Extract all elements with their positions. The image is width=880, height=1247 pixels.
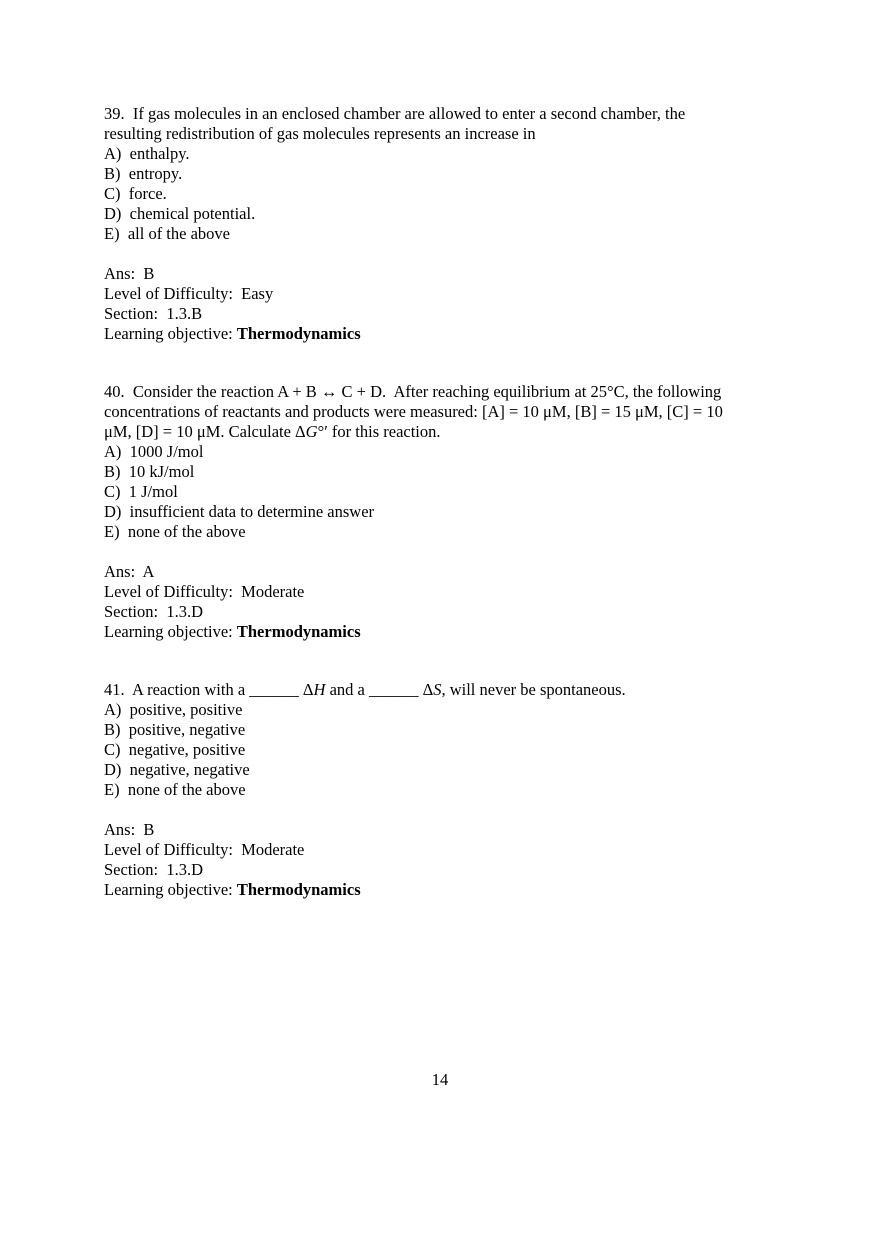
difficulty: Level of Difficulty: Easy	[104, 284, 274, 303]
option-b: B) 10 kJ/mol	[104, 462, 195, 481]
answer: Ans: B	[104, 264, 155, 283]
question-stem-continued: concentrations of reactants and products were measured: [A] = 10 μM, [B] = 15 μM, [C] = 10	[104, 402, 723, 421]
question-stem-continued: resulting redistribution of gas molecules represents an increase in	[104, 124, 536, 143]
difficulty: Level of Difficulty: Moderate	[104, 840, 305, 859]
section: Section: 1.3.B	[104, 304, 203, 323]
option-e: E) all of the above	[104, 224, 230, 243]
question-39	[104, 104, 764, 344]
option-c: C) force.	[104, 184, 167, 203]
learning-objective: Learning objective: Thermodynamics	[104, 880, 361, 899]
option-a: A) 1000 J/mol	[104, 442, 204, 461]
question-stem-continued: μM, [D] = 10 μM. Calculate ΔG°′ for this reaction.	[104, 422, 441, 441]
learning-objective: Learning objective: Thermodynamics	[104, 324, 361, 343]
option-d: D) insufficient data to determine answer	[104, 502, 375, 521]
difficulty: Level of Difficulty: Moderate	[104, 582, 305, 601]
option-b: B) positive, negative	[104, 720, 246, 739]
option-c: C) negative, positive	[104, 740, 246, 759]
option-c: C) 1 J/mol	[104, 482, 178, 501]
option-a: A) positive, positive	[104, 700, 243, 719]
answer: Ans: B	[104, 820, 155, 839]
option-e: E) none of the above	[104, 522, 246, 541]
question-41	[104, 680, 764, 900]
option-b: B) entropy.	[104, 164, 183, 183]
page-number: 14	[431, 1070, 449, 1089]
question-stem: 40. Consider the reaction A + B ↔ C + D. After reaching equilibrium at 25°C, the following	[104, 382, 722, 401]
section: Section: 1.3.D	[104, 860, 203, 879]
question-stem: 41. A reaction with a ______ ΔH and a ______ ΔS, will never be spontaneous.	[104, 680, 626, 699]
section: Section: 1.3.D	[104, 602, 203, 621]
question-40	[104, 382, 764, 642]
document-page	[104, 104, 764, 900]
option-d: D) negative, negative	[104, 760, 250, 779]
answer: Ans: A	[104, 562, 155, 581]
learning-objective: Learning objective: Thermodynamics	[104, 622, 361, 641]
option-d: D) chemical potential.	[104, 204, 256, 223]
question-stem: 39. If gas molecules in an enclosed chamber are allowed to enter a second chamber, the	[104, 104, 686, 123]
option-e: E) none of the above	[104, 780, 246, 799]
option-a: A) enthalpy.	[104, 144, 190, 163]
